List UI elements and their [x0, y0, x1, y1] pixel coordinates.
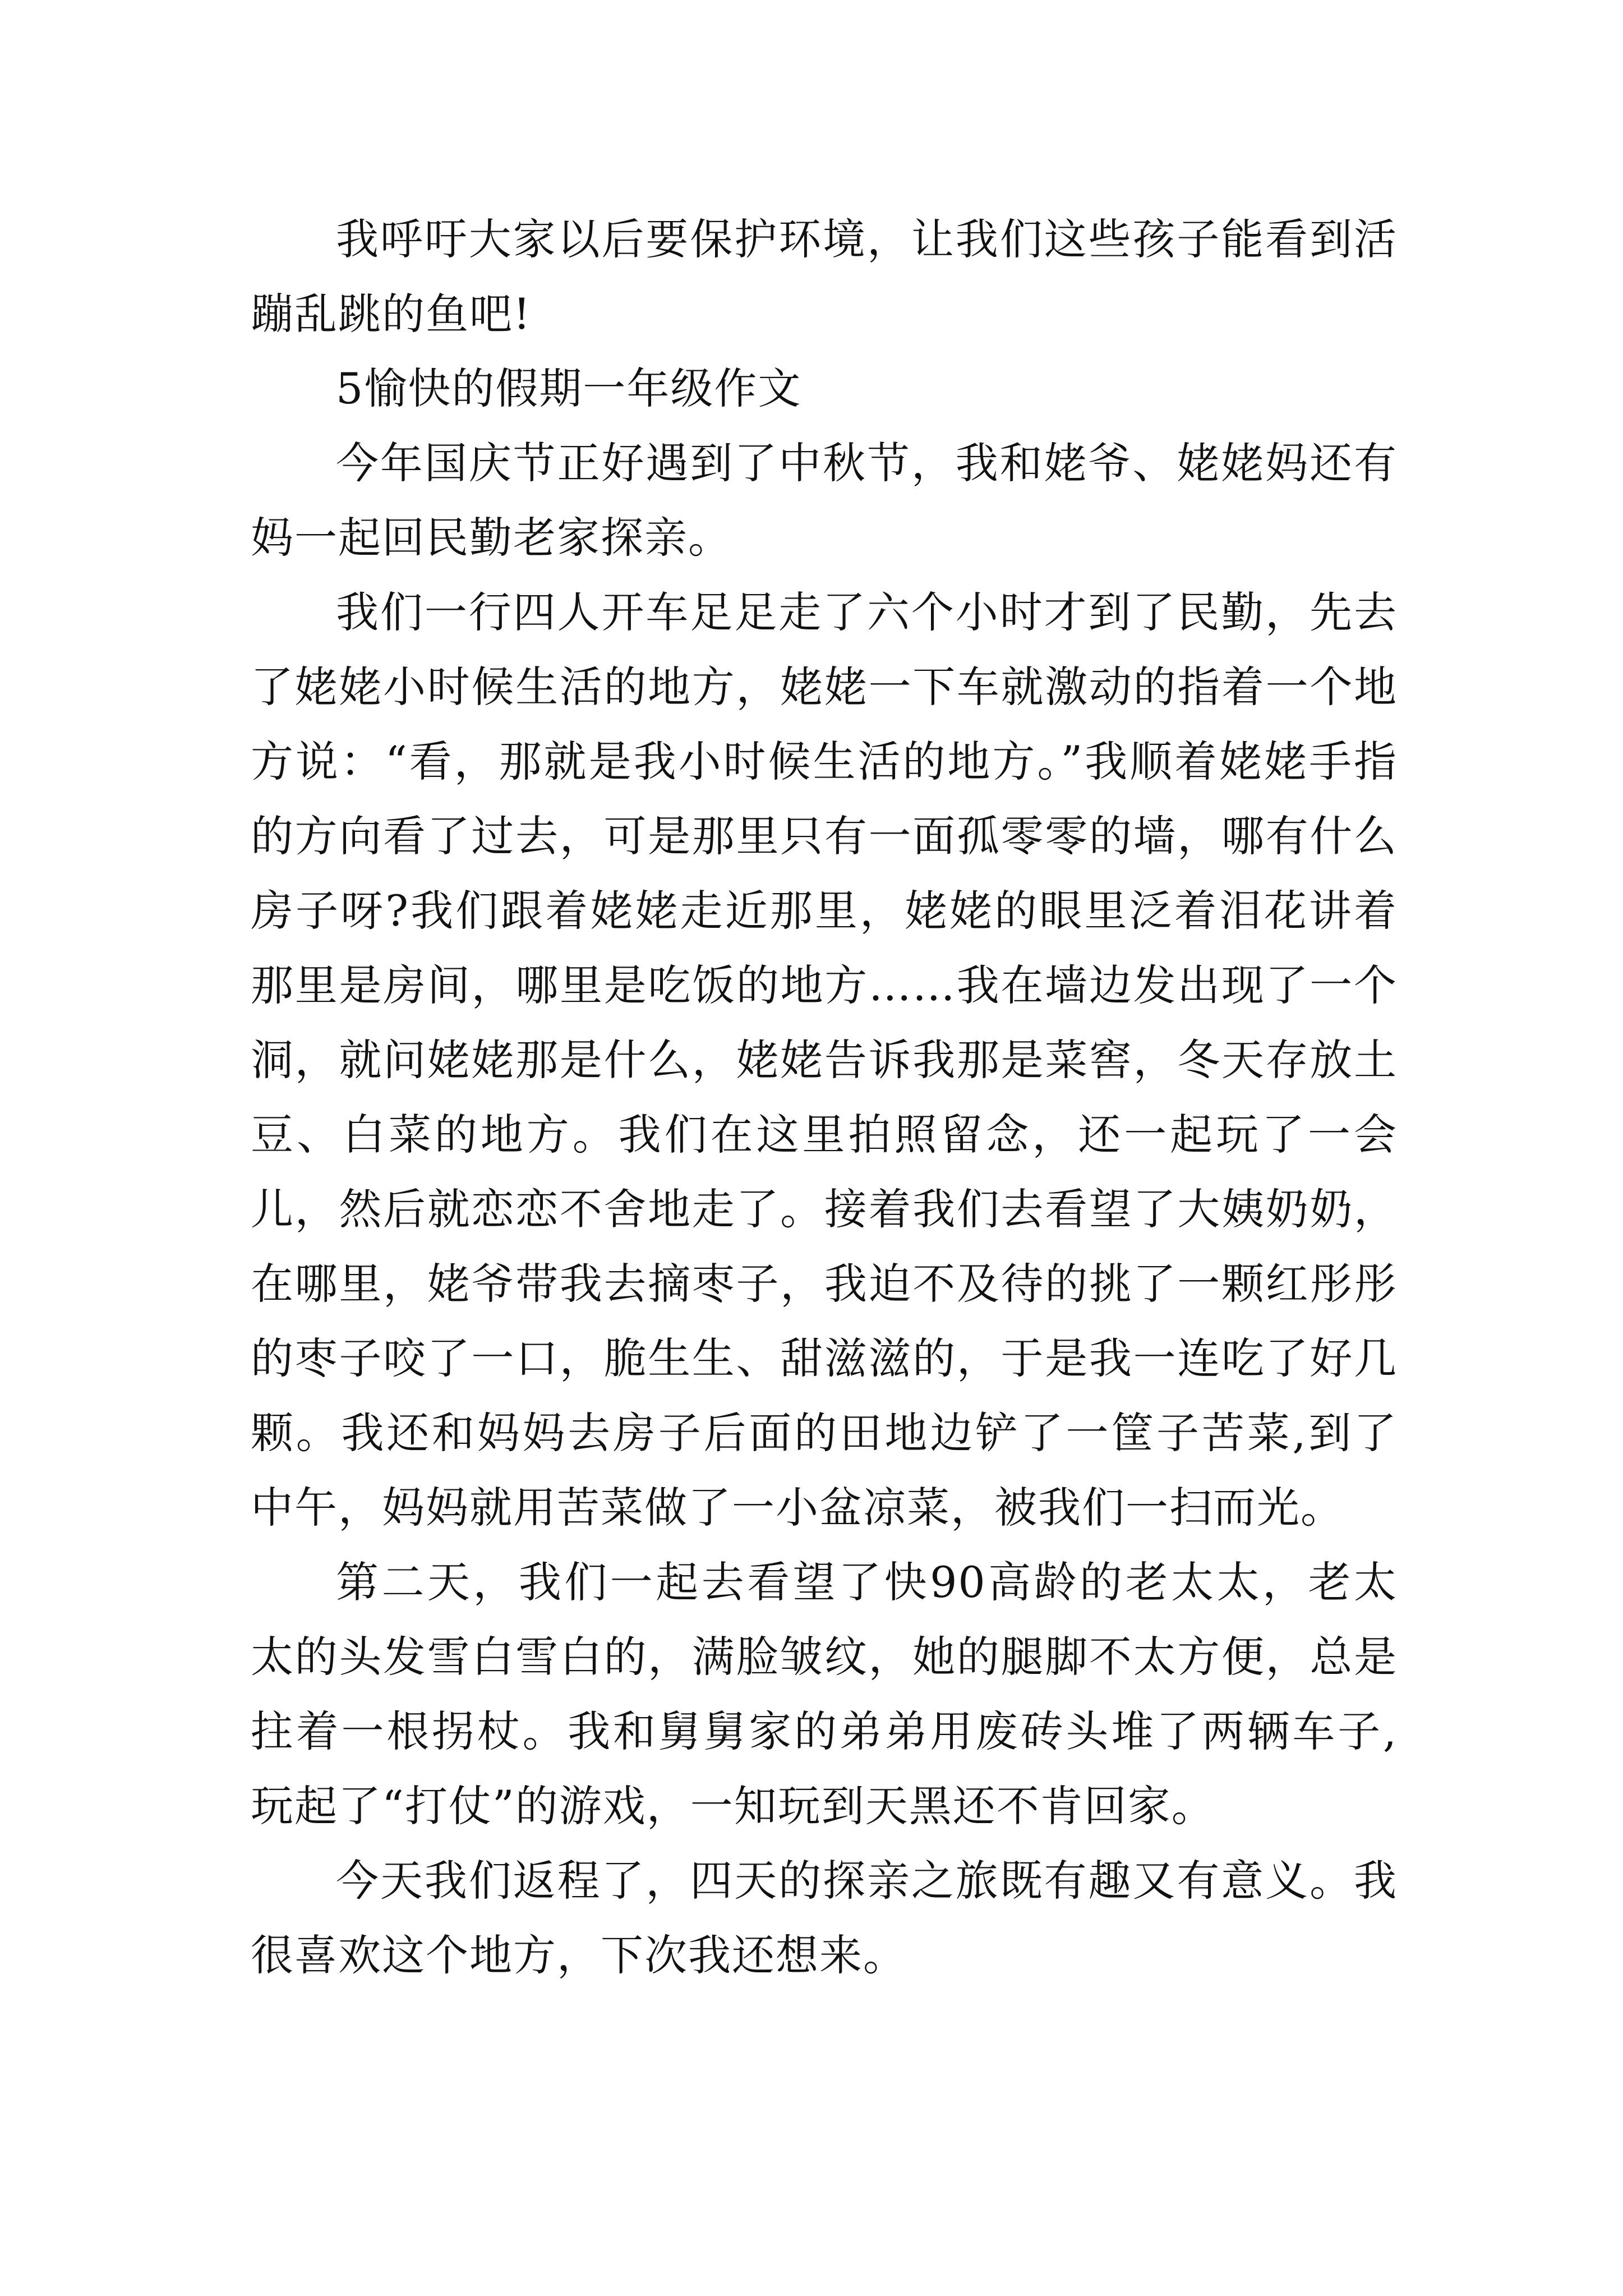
paragraph-return: 今天我们返程了，四天的探亲之旅既有趣又有意义。我很喜欢这个地方，下次我还想来。: [251, 1856, 1398, 1980]
paragraph-intro: 今年国庆节正好遇到了中秋节，我和姥爷、姥姥妈还有妈一起回民勤老家探亲。: [251, 438, 1398, 563]
paragraph-conclusion: 我呼吁大家以后要保护环境，让我们这些孩子能看到活蹦乱跳的鱼吧!: [251, 214, 1398, 339]
paragraph-first-day: 我们一行四人开车足足走了六个小时才到了民勤，先去了姥姥小时候生活的地方，姥姥一下车就激动的指着一个地方说：“看，那就是我小时候生活的地方。”我顺着姥姥手指的方向看了过去，可是那里只有一面孤零零的墙，哪有什么房子呀?我们跟着姥姥走近那里，姥姥的眼里泛着泪花讲着那里是房间，哪里是吃饭的地方……我在墙边发出现了一个洞，就问姥姥那是什么，姥姥告诉我那是菜窖，冬天存放土豆、白菜的地方。我们在这里拍照留念，还一起玩了一会儿，然后就恋恋不舍地走了。接着我们去看望了大姨奶奶，在哪里，姥爷带我去摘枣子，我迫不及待的挑了一颗红彤彤的枣子咬了一口，脆生生、甜滋滋的，于是我一连吃了好几颗。我还和妈妈去房子后面的田地边铲了一筐子苦菜,到了中午，妈妈就用苦菜做了一小盆凉菜，被我们一扫而光。: [251, 587, 1398, 1533]
section-heading: 5愉快的假期一年级作文: [336, 364, 802, 413]
paragraph-second-day: 第二天，我们一起去看望了快90高龄的老太太，老太太的头发雪白雪白的，满脸皱纹，她的腿脚不太方便，总是拄着一根拐杖。我和舅舅家的弟弟用废砖头堆了两辆车子,玩起了“打仗”的游戏，一知玩到天黑还不肯回家。: [251, 1557, 1398, 1831]
document-body: [251, 202, 1398, 1993]
